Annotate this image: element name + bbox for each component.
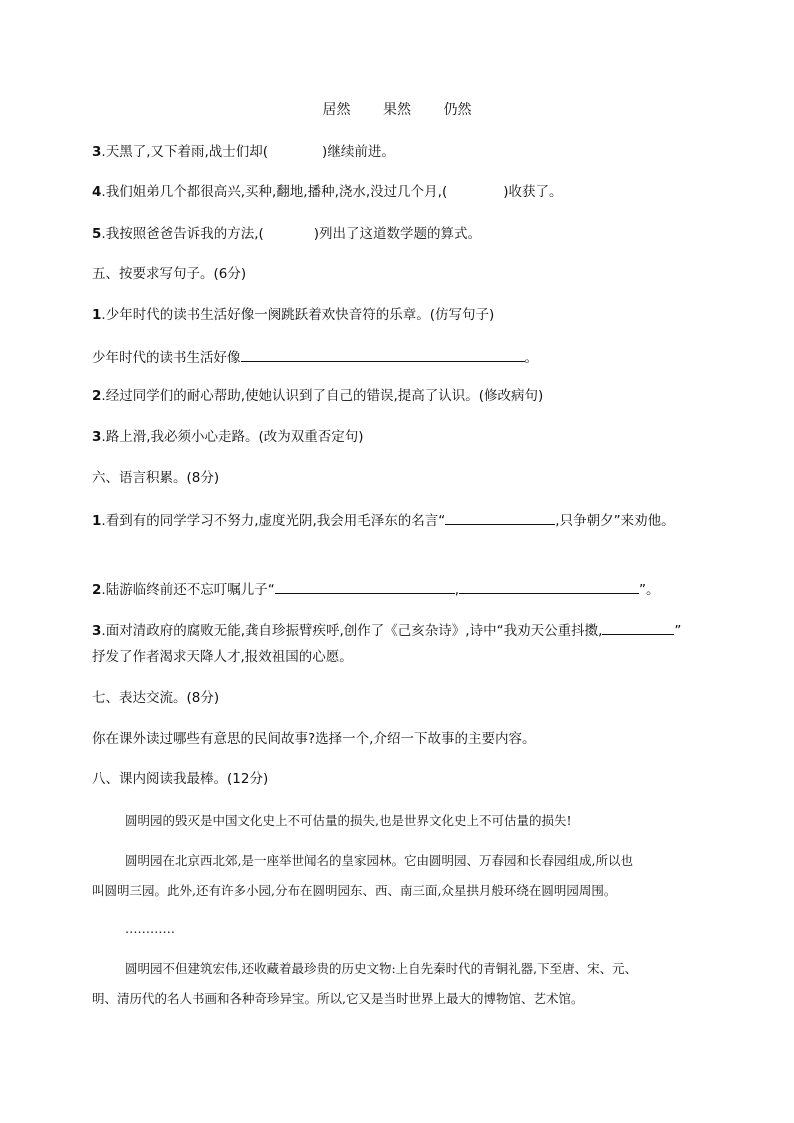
passage-paragraph-1: 圆明园的毁灭是中国文化史上不可估量的损失,也是世界文化史上不可估量的损失! — [125, 813, 572, 828]
question-text: .陆游临终前还不忘叮嘱儿子“ — [101, 582, 275, 598]
question-text: .天黑了,又下着雨,战士们却( — [101, 144, 269, 160]
word-option: 仍然 — [443, 102, 472, 118]
reading-passage — [92, 806, 702, 1014]
answer-prefix: 少年时代的读书生活好像 — [92, 350, 241, 366]
section-7-heading: 七、表达交流。(8分) — [92, 690, 220, 706]
passage-paragraph-2-line-2: 叫圆明三园。此外,还有许多小园,分布在圆明园东、西、南三面,众星拱月般环绕在圆明园周围。 — [92, 883, 617, 898]
question-text: ” — [674, 623, 682, 639]
section-8-heading: 八、课内阅读我最棒。(12分) — [92, 771, 269, 787]
answer-blank[interactable] — [459, 579, 639, 594]
passage-ellipsis: ………… — [125, 921, 175, 936]
question-text: ”。 — [639, 582, 660, 598]
passage-paragraph-2-line-1: 圆明园在北京西北郊,是一座举世闻名的皇家园林。它由圆明园、万春园和长春园组成,所以也 — [125, 853, 633, 868]
word-option: 居然 — [322, 102, 351, 118]
question-number: 1 — [92, 307, 102, 323]
question-text: .面对清政府的腐败无能,龚自珍振臂疾呼,创作了《己亥杂诗》,诗中“我劝天公重抖擞, — [101, 623, 603, 639]
question-number: 1 — [92, 513, 102, 529]
section-5-heading: 五、按要求写句子。(6分) — [92, 266, 247, 282]
question-6-3-continued: 抒发了作者渴求天降人才,报效祖国的心愿。 — [92, 649, 353, 665]
question-number: 3 — [92, 429, 102, 445]
question-text: )继续前进。 — [322, 144, 395, 160]
section-7-prompt: 你在课外读过哪些有意思的民间故事?选择一个,介绍一下故事的主要内容。 — [92, 731, 536, 747]
answer-blank[interactable] — [602, 620, 674, 635]
question-text: .我们姐弟几个都很高兴,买种,翻地,播种,浇水,没过几个月,( — [101, 184, 448, 200]
passage-paragraph-3-line-1: 圆明园不但建筑宏伟,还收藏着最珍贵的历史文物:上自先秦时代的青铜礼器,下至唐、宋、元、 — [125, 961, 638, 976]
question-number: 2 — [92, 582, 102, 598]
passage-paragraph-3-line-2: 明、清历代的名人书画和各种奇珍异宝。所以,它又是当时世界上最大的博物馆、艺术馆。 — [92, 991, 584, 1006]
word-bank — [0, 100, 794, 120]
question-text: .少年时代的读书生活好像一阕跳跃着欢快音符的乐章。(仿写句子) — [101, 307, 495, 323]
question-5-1-answer — [92, 347, 538, 367]
question-text: )收获了。 — [503, 184, 563, 200]
question-6-3 — [92, 620, 681, 640]
question-4-5 — [92, 225, 481, 243]
answer-suffix: 。 — [524, 350, 538, 366]
answer-blank[interactable] — [445, 510, 555, 525]
question-5-1 — [92, 306, 494, 324]
question-text: , — [454, 582, 459, 598]
question-text: ,只争朝夕”来劝他。 — [555, 513, 675, 529]
answer-blank[interactable] — [241, 347, 525, 362]
answer-blank[interactable] — [275, 579, 455, 594]
question-text: )列出了这道数学题的算式。 — [313, 226, 482, 242]
question-text: .我按照爸爸告诉我的方法,( — [101, 226, 264, 242]
question-5-3 — [92, 428, 364, 446]
question-text: .路上滑,我必须小心走路。(改为双重否定句) — [101, 429, 364, 445]
question-4-4 — [92, 183, 563, 201]
word-option: 果然 — [383, 102, 411, 118]
question-number: 3 — [92, 623, 102, 639]
question-number: 3 — [92, 144, 102, 160]
question-5-2 — [92, 387, 543, 405]
section-6-heading: 六、语言积累。(8分) — [92, 470, 220, 486]
question-6-1 — [92, 510, 675, 530]
question-text: .经过同学们的耐心帮助,使她认识到了自己的错误,提高了认识。(修改病句) — [101, 388, 544, 404]
question-4-3 — [92, 143, 395, 161]
question-number: 2 — [92, 388, 102, 404]
question-6-2 — [92, 579, 660, 599]
question-text: .看到有的同学学习不努力,虚度光阴,我会用毛泽东的名言“ — [101, 513, 446, 529]
question-number: 5 — [92, 226, 102, 242]
question-number: 4 — [92, 184, 102, 200]
